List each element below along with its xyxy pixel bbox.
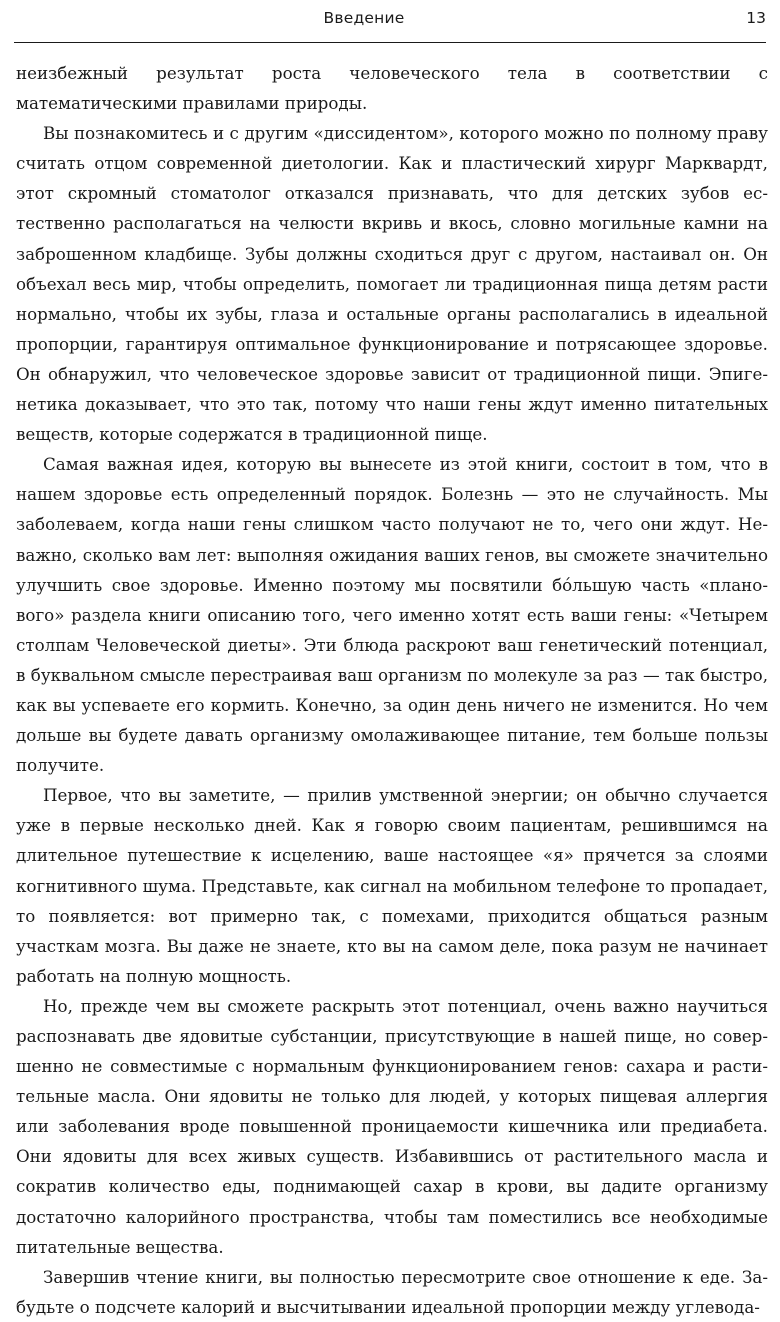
body-text [16,58,768,1322]
paragraph: Завершив чтение книги, вы полностью пересмотрите свое отношение к еде. Забудьте о подсчете калорий и высчитывании идеальной пропорции между углевода- [16,1266,768,1317]
paragraph: Самая важная идея, которую вы вынесете из этой книги, состоит в том, что в нашем здоровье есть определенный порядок. Болезнь — это не случайность. Мы заболеваем, когда наши гены слишком часто получают не то, чего они ждут. Неважно, сколько вам лет: выполняя ожидания ваших генов, вы сможете значительно улучшить свое здоровье. Именно поэтому мы посвятили бóльшую часть «планового» раздела книги описанию того, чего именно хотят есть ваши гены: «Четырем столпам Человеческой диеты». Эти блюда раскроют ваш генетический потенциал, в буквальном смысле перестраивая ваш организм по молекуле за раз — так быстро, как вы успеваете его кормить. Конечно, за один день ничего не изменится. Но чем дольше вы будете давать организму омолаживающее питание, тем больше пользы получите. [16,454,768,776]
running-header-title: Введение [323,9,405,27]
page-header [0,0,780,46]
page-number: 13 [746,9,766,27]
paragraph-continued: неизбежный результат роста человеческого тела в соответствии с математическими правилами природы. [16,63,768,114]
header-divider [14,42,766,43]
paragraph: Вы познакомитесь и с другим «диссидентом», которого можно по полному праву считать отцом современной диетологии. Как и пластический хирург Марквардт, этот скромный стоматолог отказался признавать, что для детских зубов естественно располагаться на челюсти вкривь и вкось, словно могильные камни на заброшенном кладбище. Зубы должны сходиться друг с другом, настаивал он. Он объехал весь мир, чтобы определить, помогает ли традиционная пища детям расти нормально, чтобы их зубы, глаза и остальные органы располагались в идеальной пропорции, гарантируя оптимальное функционирование и потрясающее здоровье. Он обнаружил, что человеческое здоровье зависит от традиционной пищи. Эпигенетика доказывает, что это так, потому что наши гены ждут именно питательных веществ, которые содержатся в традиционной пище. [16,123,768,445]
paragraph: Но, прежде чем вы сможете раскрыть этот потенциал, очень важно научиться распознавать две ядовитые субстанции, присутствующие в нашей пище, но совершенно не совместимые с нормальным функционированием генов: сахара и растительные масла. Они ядовиты не только для людей, у которых пищевая аллергия или заболевания вроде повышенной проницаемости кишечника или предиабета. Они ядовиты для всех живых существ. Избавившись от растительного масла и сократив количество еды, поднимающей сахар в крови, вы дадите организму достаточно калорийного пространства, чтобы там поместились все необходимые питательные вещества. [16,995,768,1257]
paragraph: Первое, что вы заметите, — прилив умственной энергии; он обычно случается уже в первые несколько дней. Как я говорю своим пациентам, решившимся на длительное путешествие к исцелению, ваше настоящее «я» прячется за слоями когнитивного шума. Представьте, как сигнал на мобильном телефоне то пропадает, то появляется: вот примерно так, с помехами, приходится общаться разным участкам мозга. Вы даже не знаете, кто вы на самом деле, пока разум не начинает работать на полную мощность. [16,785,768,986]
